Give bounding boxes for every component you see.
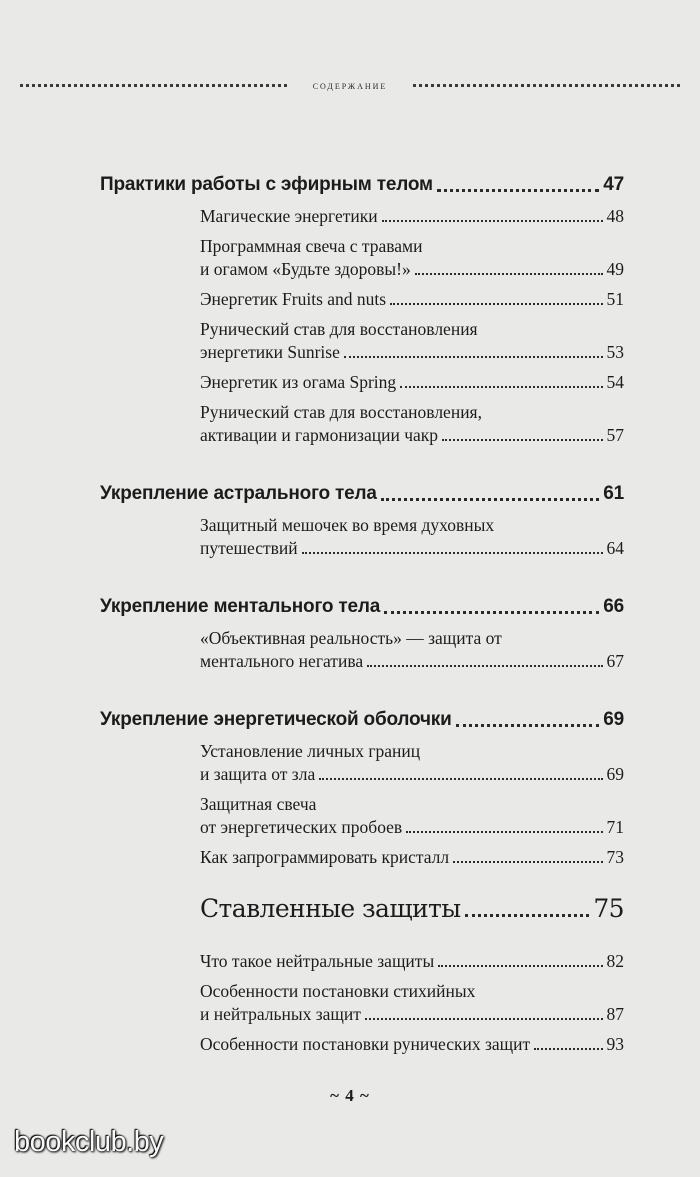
item-title-line-1: Рунический став для восстановления: [200, 319, 478, 339]
item-title-line-2: от энергетических пробоев: [200, 817, 403, 837]
item-title-line-1: Особенности постановки стихийных: [200, 981, 476, 1001]
dot-leader: [381, 498, 600, 501]
page-number: 82: [606, 951, 624, 971]
page-folio: ~ 4 ~: [330, 1086, 370, 1105]
toc-item[interactable]: [200, 793, 624, 839]
dot-leader: [465, 914, 590, 917]
page-number: 75: [593, 894, 624, 923]
dot-leader: [319, 778, 602, 780]
watermark: bookclub.by: [14, 1126, 164, 1158]
dot-leader: [344, 356, 603, 358]
item-title-line-2: путешествий: [200, 538, 298, 558]
item-title: Особенности постановки рунических защит: [200, 1034, 531, 1054]
toc-item[interactable]: [200, 950, 624, 973]
item-title-line-2: энергетики Sunrise: [200, 342, 340, 362]
dot-leader: [302, 552, 603, 554]
item-title: Как запрограммировать кристалл: [200, 847, 450, 867]
item-title-line-2: и защита от зла: [200, 764, 316, 784]
toc-item[interactable]: [200, 288, 624, 311]
spacer: [100, 925, 624, 943]
chapter-title: Практики работы с эфирным телом: [100, 174, 433, 195]
item-title-line-2: и нейтральных защит: [200, 1004, 361, 1024]
page-number: 47: [603, 174, 624, 195]
toc-item[interactable]: [200, 514, 624, 560]
item-title-line-1: Установление личных границ: [200, 741, 421, 761]
item-title: Магические энергетики: [200, 206, 378, 226]
toc-chapter-etheric-body[interactable]: [100, 172, 624, 198]
item-title-line-2: ментального негатива: [200, 651, 364, 671]
page-number: 67: [606, 651, 624, 671]
item-title-line-1: Защитная свеча: [200, 794, 317, 814]
dot-leader: [415, 273, 603, 275]
toc-part-set-protections[interactable]: [200, 893, 624, 925]
toc-item[interactable]: [200, 235, 624, 281]
dot-leader: [438, 965, 602, 967]
chapter-title: Укрепление астрального тела: [100, 483, 377, 504]
page-number: 54: [606, 372, 624, 392]
running-head: [20, 78, 680, 93]
dot-leader: [400, 386, 602, 388]
part-title: Ставленные защиты: [200, 894, 461, 923]
dot-leader: [365, 1018, 603, 1020]
toc-item[interactable]: [200, 1033, 624, 1056]
page-number: 53: [606, 342, 624, 362]
dot-leader: [437, 189, 599, 192]
page-number: 73: [606, 847, 624, 867]
item-title: Энергетик Fruits and nuts: [200, 289, 387, 309]
toc-item[interactable]: [200, 980, 624, 1026]
dot-leader: [442, 439, 602, 441]
table-of-contents: [100, 172, 624, 1056]
item-title-line-1: Рунический став для восстановления,: [200, 402, 482, 422]
toc-chapter-astral-body[interactable]: [100, 481, 624, 507]
item-title-line-2: и огамом «Будьте здоровы!»: [200, 259, 411, 279]
item-title: Что такое нейтральные защиты: [200, 951, 435, 971]
toc-item[interactable]: [200, 205, 624, 228]
running-head-title: содержание: [312, 78, 388, 92]
toc-item[interactable]: [200, 740, 624, 786]
dot-leader: [453, 861, 602, 863]
page-number: 64: [606, 538, 624, 558]
dotted-rule-left: [20, 84, 287, 87]
page-number: 93: [606, 1034, 624, 1054]
dot-leader: [534, 1048, 602, 1050]
toc-item[interactable]: [200, 318, 624, 364]
page-number: 87: [606, 1004, 624, 1024]
item-title-line-1: «Объективная реальность» — защита от: [200, 628, 502, 648]
page-number: 66: [603, 596, 624, 617]
item-title-line-1: Защитный мешочек во время духовных: [200, 515, 495, 535]
dot-leader: [382, 220, 603, 222]
page-number: 69: [606, 764, 624, 784]
page-number: 69: [603, 709, 624, 730]
page-number: 57: [606, 425, 624, 445]
dot-leader: [367, 665, 602, 667]
toc-chapter-mental-body[interactable]: [100, 594, 624, 620]
dot-leader: [384, 611, 599, 614]
item-title: Энергетик из огама Spring: [200, 372, 397, 392]
dotted-rule-right: [413, 84, 680, 87]
toc-item[interactable]: [200, 401, 624, 447]
toc-item[interactable]: [200, 846, 624, 869]
page-number: 71: [606, 817, 624, 837]
page-number: 51: [606, 289, 624, 309]
chapter-title: Укрепление энергетической оболочки: [100, 709, 452, 730]
page-number: 61: [603, 483, 624, 504]
chapter-title: Укрепление ментального тела: [100, 596, 381, 617]
toc-item[interactable]: [200, 627, 624, 673]
item-title-line-2: активации и гармонизации чакр: [200, 425, 439, 445]
toc-chapter-energy-shell[interactable]: [100, 707, 624, 733]
page-number: 49: [606, 259, 624, 279]
dot-leader: [456, 724, 600, 727]
dot-leader: [406, 831, 602, 833]
toc-item[interactable]: [200, 371, 624, 394]
dot-leader: [390, 303, 602, 305]
item-title-line-1: Программная свеча с травами: [200, 236, 423, 256]
page-number: 48: [606, 206, 624, 226]
